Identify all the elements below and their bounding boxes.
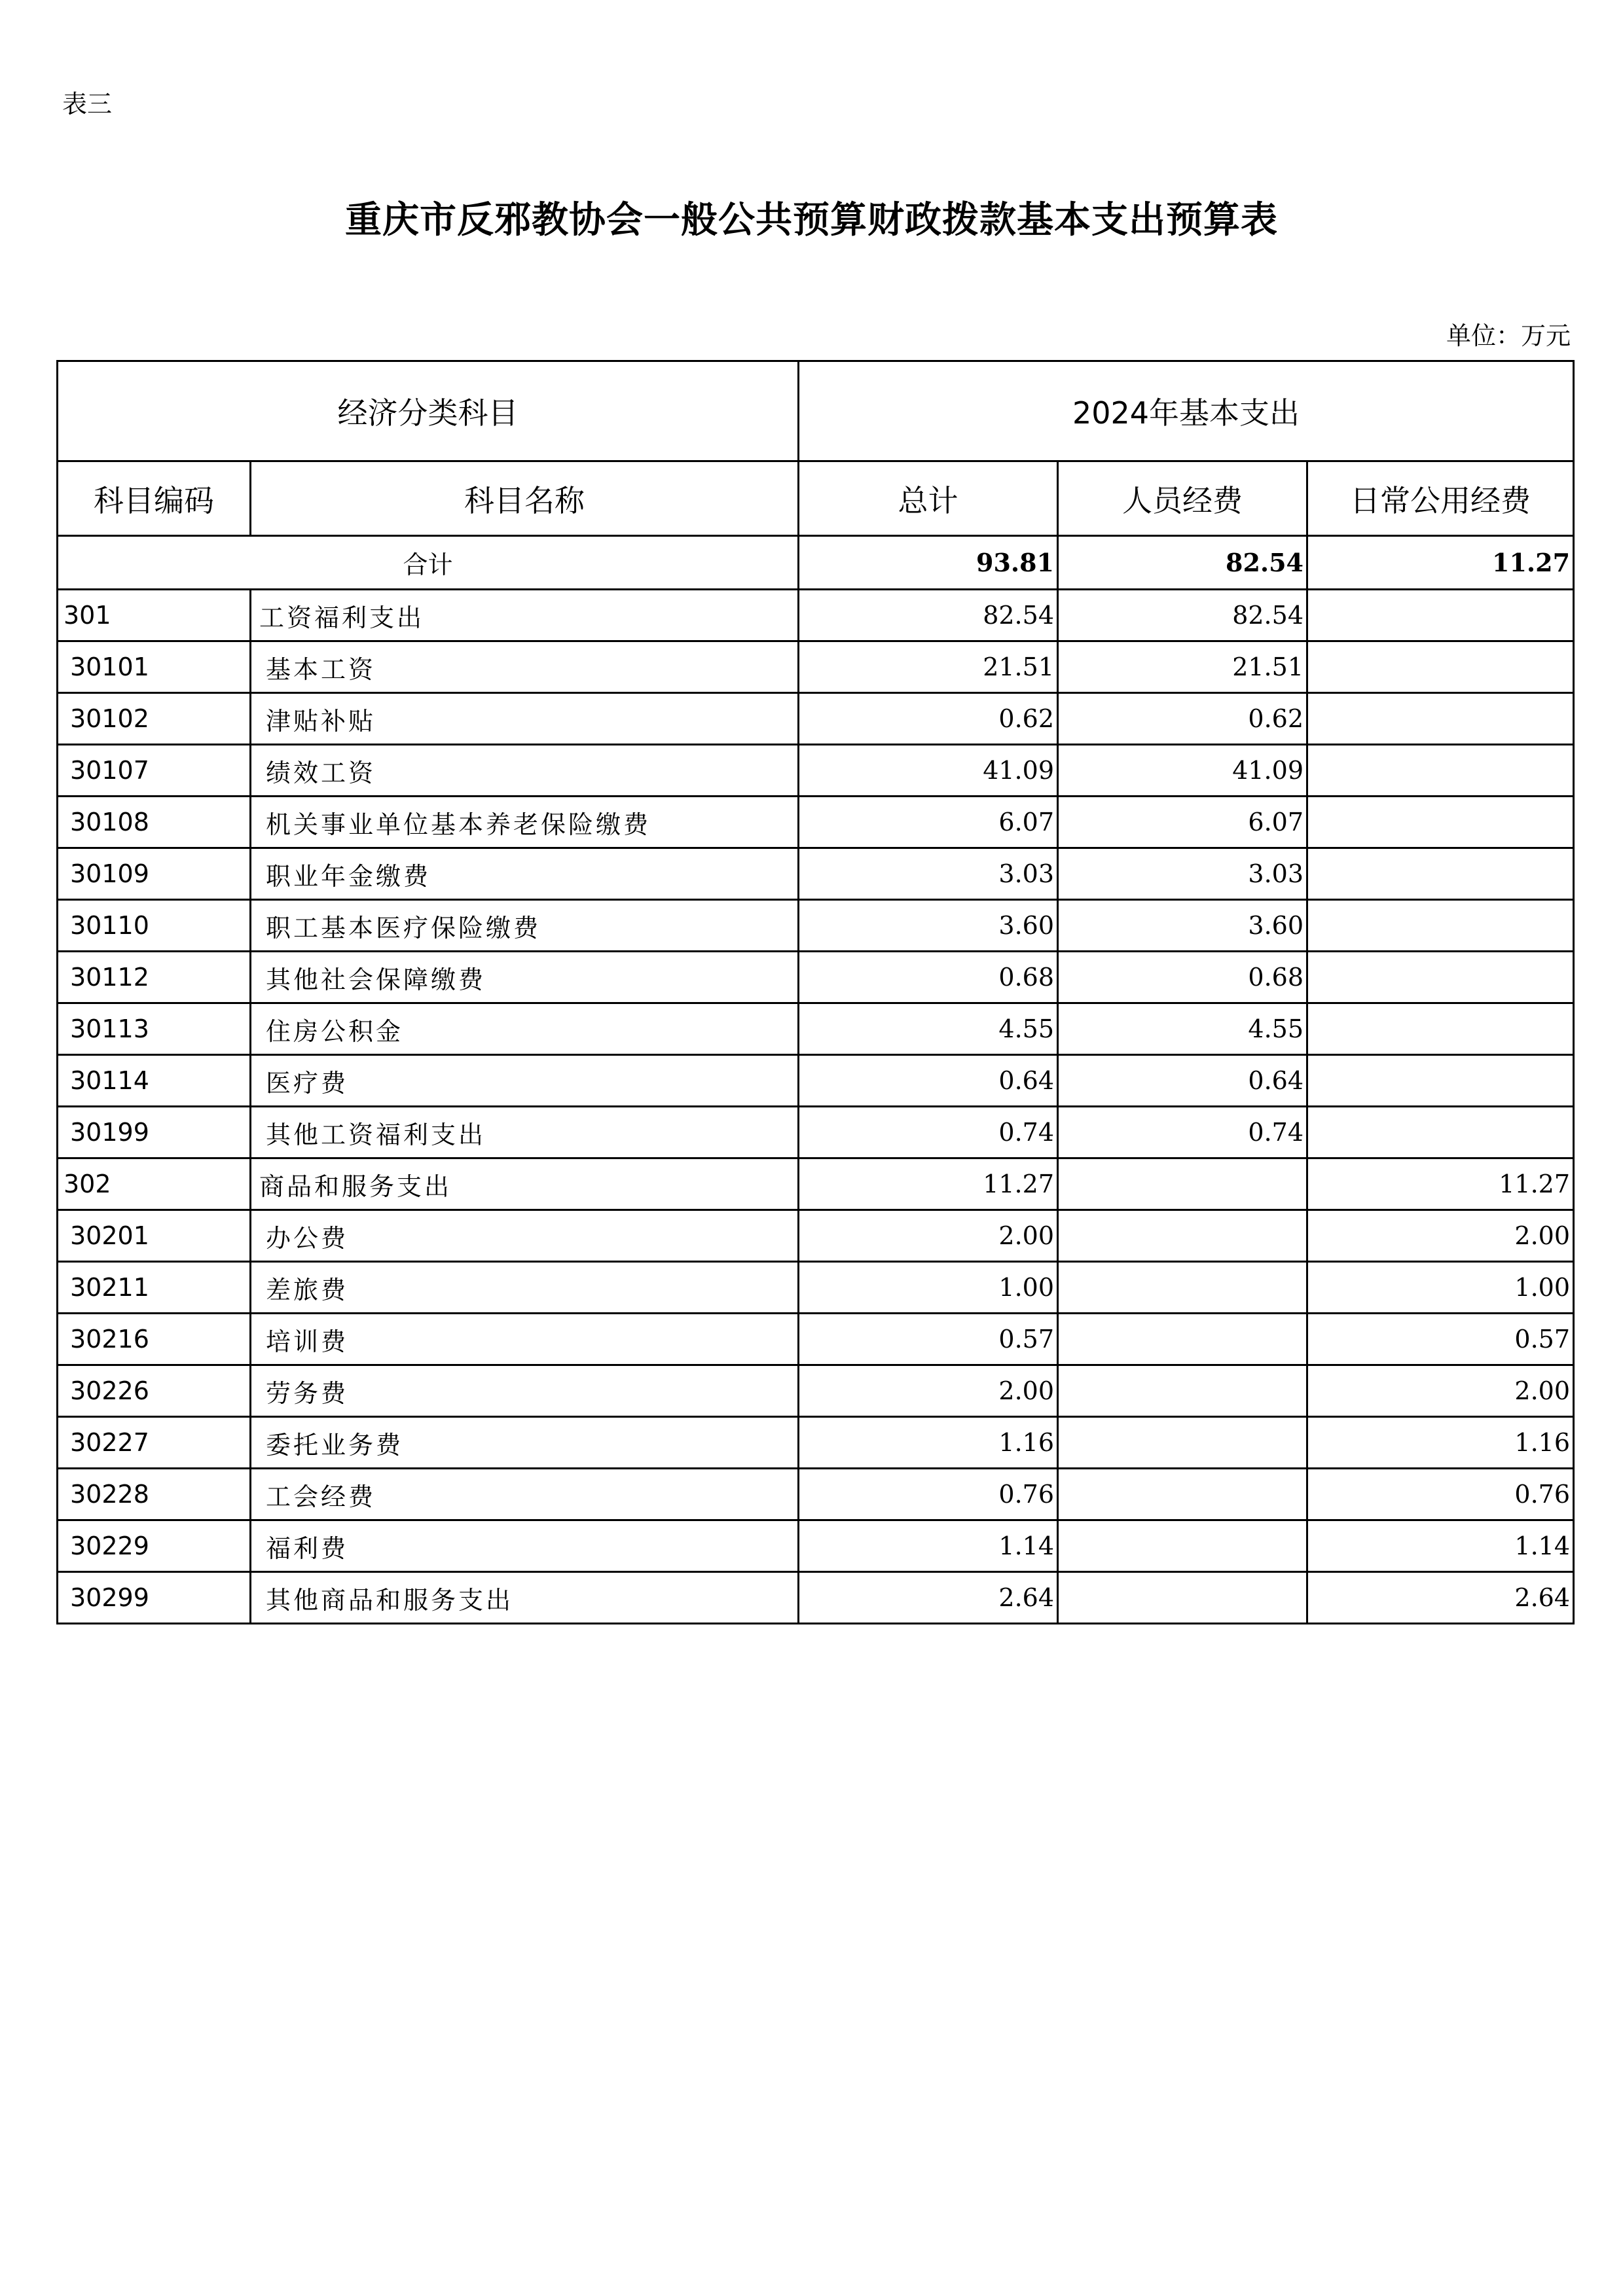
row-personnel [1058,1210,1307,1262]
row-code: 30229 [58,1520,251,1572]
row-public: 1.00 [1307,1262,1574,1314]
row-name: 差旅费 [251,1262,799,1314]
row-personnel [1058,1262,1307,1314]
row-total: 0.64 [799,1055,1058,1107]
row-total: 0.68 [799,952,1058,1003]
total-label: 合计 [58,536,799,590]
header-economic-class: 经济分类科目 [58,361,799,461]
table-row [58,1520,1574,1572]
row-personnel [1058,1158,1307,1210]
row-code: 30102 [58,693,251,745]
row-total: 0.74 [799,1107,1058,1158]
total-public: 11.27 [1307,536,1574,590]
table-row [58,590,1574,641]
row-total: 2.64 [799,1572,1058,1624]
table-row [58,1365,1574,1417]
row-public [1307,1003,1574,1055]
row-name: 工资福利支出 [251,590,799,641]
row-total: 0.62 [799,693,1058,745]
row-public: 11.27 [1307,1158,1574,1210]
row-total: 0.57 [799,1314,1058,1365]
table-row [58,1572,1574,1624]
row-name: 其他工资福利支出 [251,1107,799,1158]
row-public: 2.00 [1307,1365,1574,1417]
row-code: 30110 [58,900,251,952]
row-name: 办公费 [251,1210,799,1262]
row-total: 82.54 [799,590,1058,641]
table-row [58,1158,1574,1210]
total-row [58,536,1574,590]
row-name: 医疗费 [251,1055,799,1107]
row-code: 30228 [58,1469,251,1520]
header-personnel: 人员经费 [1058,461,1307,536]
row-public [1307,848,1574,900]
row-code: 30199 [58,1107,251,1158]
header-name: 科目名称 [251,461,799,536]
row-total: 4.55 [799,1003,1058,1055]
row-code: 30216 [58,1314,251,1365]
row-personnel [1058,1469,1307,1520]
table-row [58,1262,1574,1314]
table-row [58,1314,1574,1365]
row-total: 21.51 [799,641,1058,693]
row-public [1307,590,1574,641]
row-total: 3.03 [799,848,1058,900]
row-public [1307,952,1574,1003]
table-row [58,1107,1574,1158]
header-row-group [58,361,1574,461]
row-total: 1.16 [799,1417,1058,1469]
row-personnel [1058,1417,1307,1469]
table-row [58,900,1574,952]
budget-table [56,360,1575,1624]
row-name: 其他社会保障缴费 [251,952,799,1003]
table-row [58,745,1574,797]
row-total: 1.00 [799,1262,1058,1314]
row-name: 其他商品和服务支出 [251,1572,799,1624]
row-personnel: 0.62 [1058,693,1307,745]
row-code: 30211 [58,1262,251,1314]
row-personnel [1058,1365,1307,1417]
row-name: 机关事业单位基本养老保险缴费 [251,797,799,848]
row-total: 2.00 [799,1365,1058,1417]
row-total: 41.09 [799,745,1058,797]
row-total: 2.00 [799,1210,1058,1262]
table-row [58,952,1574,1003]
row-code: 30108 [58,797,251,848]
header-public: 日常公用经费 [1307,461,1574,536]
row-code: 30107 [58,745,251,797]
row-personnel [1058,1572,1307,1624]
row-personnel [1058,1520,1307,1572]
row-public [1307,1107,1574,1158]
row-code: 30226 [58,1365,251,1417]
row-name: 住房公积金 [251,1003,799,1055]
table-row [58,641,1574,693]
row-name: 福利费 [251,1520,799,1572]
row-total: 3.60 [799,900,1058,952]
row-public [1307,1055,1574,1107]
row-code: 30109 [58,848,251,900]
row-public: 1.14 [1307,1520,1574,1572]
table-row [58,797,1574,848]
row-name: 委托业务费 [251,1417,799,1469]
table-row [58,1210,1574,1262]
row-code: 30113 [58,1003,251,1055]
table-row [58,848,1574,900]
row-public: 2.00 [1307,1210,1574,1262]
row-name: 职工基本医疗保险缴费 [251,900,799,952]
row-personnel: 3.03 [1058,848,1307,900]
header-total: 总计 [799,461,1058,536]
table-row [58,693,1574,745]
row-name: 商品和服务支出 [251,1158,799,1210]
row-total: 0.76 [799,1469,1058,1520]
row-personnel [1058,1314,1307,1365]
row-personnel: 82.54 [1058,590,1307,641]
row-personnel: 3.60 [1058,900,1307,952]
total-sum: 93.81 [799,536,1058,590]
table-row [58,1003,1574,1055]
row-public [1307,797,1574,848]
row-public [1307,745,1574,797]
row-name: 绩效工资 [251,745,799,797]
row-personnel: 6.07 [1058,797,1307,848]
unit-label: 单位：万元 [1446,321,1571,350]
table-row [58,1469,1574,1520]
row-name: 职业年金缴费 [251,848,799,900]
total-personnel: 82.54 [1058,536,1307,590]
row-personnel: 41.09 [1058,745,1307,797]
row-code: 30112 [58,952,251,1003]
row-personnel: 0.68 [1058,952,1307,1003]
row-public: 0.57 [1307,1314,1574,1365]
row-total: 1.14 [799,1520,1058,1572]
row-public: 0.76 [1307,1469,1574,1520]
row-personnel: 0.64 [1058,1055,1307,1107]
row-public [1307,693,1574,745]
row-personnel: 0.74 [1058,1107,1307,1158]
row-public [1307,900,1574,952]
page-title: 重庆市反邪教协会一般公共预算财政拨款基本支出预算表 [345,198,1278,242]
row-total: 11.27 [799,1158,1058,1210]
row-code: 30101 [58,641,251,693]
row-code: 30227 [58,1417,251,1469]
row-code: 30114 [58,1055,251,1107]
header-basic-expenditure: 2024年基本支出 [799,361,1574,461]
table-row [58,1055,1574,1107]
table-row [58,1417,1574,1469]
row-personnel: 21.51 [1058,641,1307,693]
row-name: 劳务费 [251,1365,799,1417]
row-name: 津贴补贴 [251,693,799,745]
row-name: 培训费 [251,1314,799,1365]
row-personnel: 4.55 [1058,1003,1307,1055]
row-code: 30201 [58,1210,251,1262]
row-name: 基本工资 [251,641,799,693]
header-row-columns [58,461,1574,536]
row-code: 30299 [58,1572,251,1624]
table-label: 表三 [62,90,113,118]
row-public [1307,641,1574,693]
row-code: 302 [58,1158,251,1210]
row-public: 1.16 [1307,1417,1574,1469]
row-code: 301 [58,590,251,641]
header-code: 科目编码 [58,461,251,536]
row-public: 2.64 [1307,1572,1574,1624]
row-total: 6.07 [799,797,1058,848]
row-name: 工会经费 [251,1469,799,1520]
